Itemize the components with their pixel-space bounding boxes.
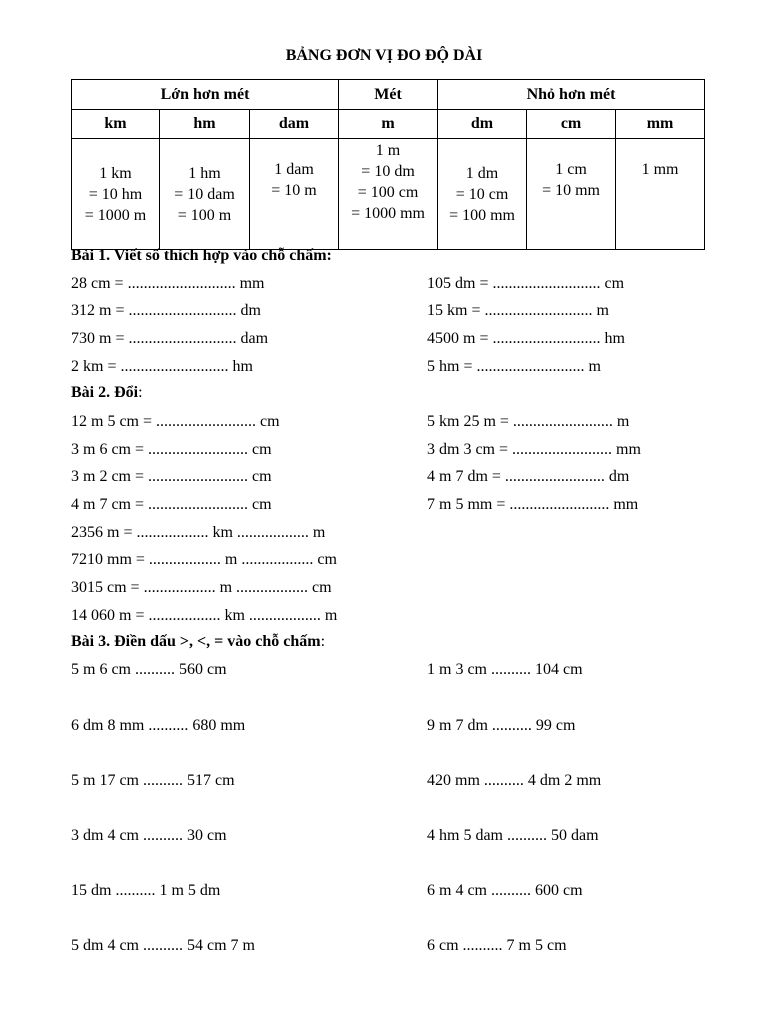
cell-hm	[160, 139, 250, 250]
exercise-2-item: 2356 m = .................. km .................. m	[71, 524, 326, 541]
exercise-1-item: 105 dm = ........................... cm	[427, 275, 625, 292]
cell-line: 1 hm	[188, 164, 221, 182]
cell-cm	[527, 139, 616, 250]
cell-line: = 100 mm	[449, 206, 515, 224]
length-units-table	[71, 79, 705, 250]
unit-header-cm: cm	[527, 110, 616, 139]
cell-m	[339, 139, 438, 250]
exercise-2-item: 14 060 m = .................. km .................. m	[71, 607, 338, 624]
cell-line: 1 km	[99, 164, 132, 182]
cell-line: = 1000 mm	[351, 205, 425, 222]
cell-line: = 10 dm	[361, 163, 415, 180]
exercise-2-item: 7 m 5 mm = ......................... mm	[427, 496, 639, 513]
unit-header-dam: dam	[250, 110, 339, 139]
cell-line: = 100 m	[177, 206, 232, 224]
exercise-3-item: 420 mm .......... 4 dm 2 mm	[427, 772, 602, 789]
exercise-2-item: 5 km 25 m = ......................... m	[427, 413, 630, 430]
unit-header-dm: dm	[438, 110, 527, 139]
cell-line: = 10 mm	[542, 182, 600, 199]
exercise-2-item: 3 m 6 cm = ......................... cm	[71, 441, 272, 458]
exercise-2-item: 12 m 5 cm = ......................... cm	[71, 413, 280, 430]
exercise-1-item: 5 hm = ........................... m	[427, 358, 601, 375]
exercise-3-item: 3 dm 4 cm .......... 30 cm	[71, 827, 227, 844]
group-meter: Mét	[339, 80, 438, 110]
cell-line: = 10 cm	[455, 185, 509, 203]
cell-km	[72, 139, 160, 250]
cell-dm	[438, 139, 527, 250]
cell-line: 1 dam	[274, 161, 314, 178]
group-smaller-than-meter: Nhỏ hơn mét	[438, 80, 705, 110]
exercise-2-item: 3 m 2 cm = ......................... cm	[71, 468, 272, 485]
exercise-3-item: 5 m 17 cm .......... 517 cm	[71, 772, 235, 789]
exercise-1-heading: Bài 1. Viết số thích hợp vào chỗ chấm:	[71, 247, 332, 264]
cell-line: 1 dm	[465, 164, 499, 182]
cell-line: 1 m	[375, 142, 401, 159]
cell-line: 1 cm	[555, 161, 587, 178]
exercise-2-heading	[71, 384, 143, 402]
cell-dam	[250, 139, 339, 250]
cell-line: 1 mm	[641, 161, 679, 178]
exercise-3-item: 5 dm 4 cm .......... 54 cm 7 m	[71, 937, 255, 954]
exercise-3-item: 6 dm 8 mm .......... 680 mm	[71, 717, 246, 734]
exercise-3-item: 15 dm .......... 1 m 5 dm	[71, 882, 221, 899]
cell-line: = 10 dam	[174, 185, 235, 203]
exercise-1-item: 730 m = ........................... dam	[71, 330, 269, 347]
exercise-2-item: 3015 cm = .................. m .................. cm	[71, 579, 332, 596]
unit-header-hm: hm	[160, 110, 250, 139]
group-larger-than-meter: Lớn hơn mét	[72, 80, 339, 110]
unit-header-m: m	[339, 110, 438, 139]
exercise-2-item: 7210 mm = .................. m .................. cm	[71, 551, 337, 568]
unit-header-km: km	[72, 110, 160, 139]
exercise-3-heading	[71, 633, 325, 651]
exercise-1-item: 4500 m = ........................... hm	[427, 330, 625, 347]
cell-line: = 100 cm	[357, 184, 419, 201]
exercise-1-item: 312 m = ........................... dm	[71, 302, 261, 319]
exercise-1-item: 2 km = ........................... hm	[71, 358, 253, 375]
exercise-3-item: 1 m 3 cm .......... 104 cm	[427, 661, 583, 678]
cell-mm	[616, 139, 705, 250]
cell-line: = 10 hm	[88, 185, 143, 203]
exercise-3-item: 9 m 7 dm .......... 99 cm	[427, 717, 576, 734]
page-title: BẢNG ĐƠN VỊ ĐO ĐỘ DÀI	[285, 47, 483, 64]
exercise-2-item: 3 dm 3 cm = ......................... mm	[427, 441, 641, 458]
exercise-3-item: 5 m 6 cm .......... 560 cm	[71, 661, 227, 678]
exercise-1-item: 28 cm = ........................... mm	[71, 275, 265, 292]
cell-line: = 1000 m	[84, 206, 147, 224]
cell-line: = 10 m	[271, 182, 317, 199]
exercise-2-item: 4 m 7 cm = ......................... cm	[71, 496, 272, 513]
exercise-3-heading-text: Bài 3. Điền dấu >, <, = vào chỗ chấm	[71, 633, 321, 650]
unit-header-mm: mm	[616, 110, 705, 139]
exercise-2-heading-colon: :	[138, 384, 143, 401]
exercise-2-heading-text: Bài 2. Đổi	[71, 384, 139, 401]
exercise-3-item: 6 m 4 cm .......... 600 cm	[427, 882, 583, 899]
exercise-3-heading-colon: :	[320, 633, 326, 650]
exercise-3-item: 6 cm .......... 7 m 5 cm	[427, 937, 567, 954]
exercise-1-item: 15 km = ........................... m	[427, 302, 609, 319]
exercise-3-item: 4 hm 5 dam .......... 50 dam	[427, 827, 599, 844]
exercise-2-item: 4 m 7 dm = ......................... dm	[427, 468, 630, 485]
